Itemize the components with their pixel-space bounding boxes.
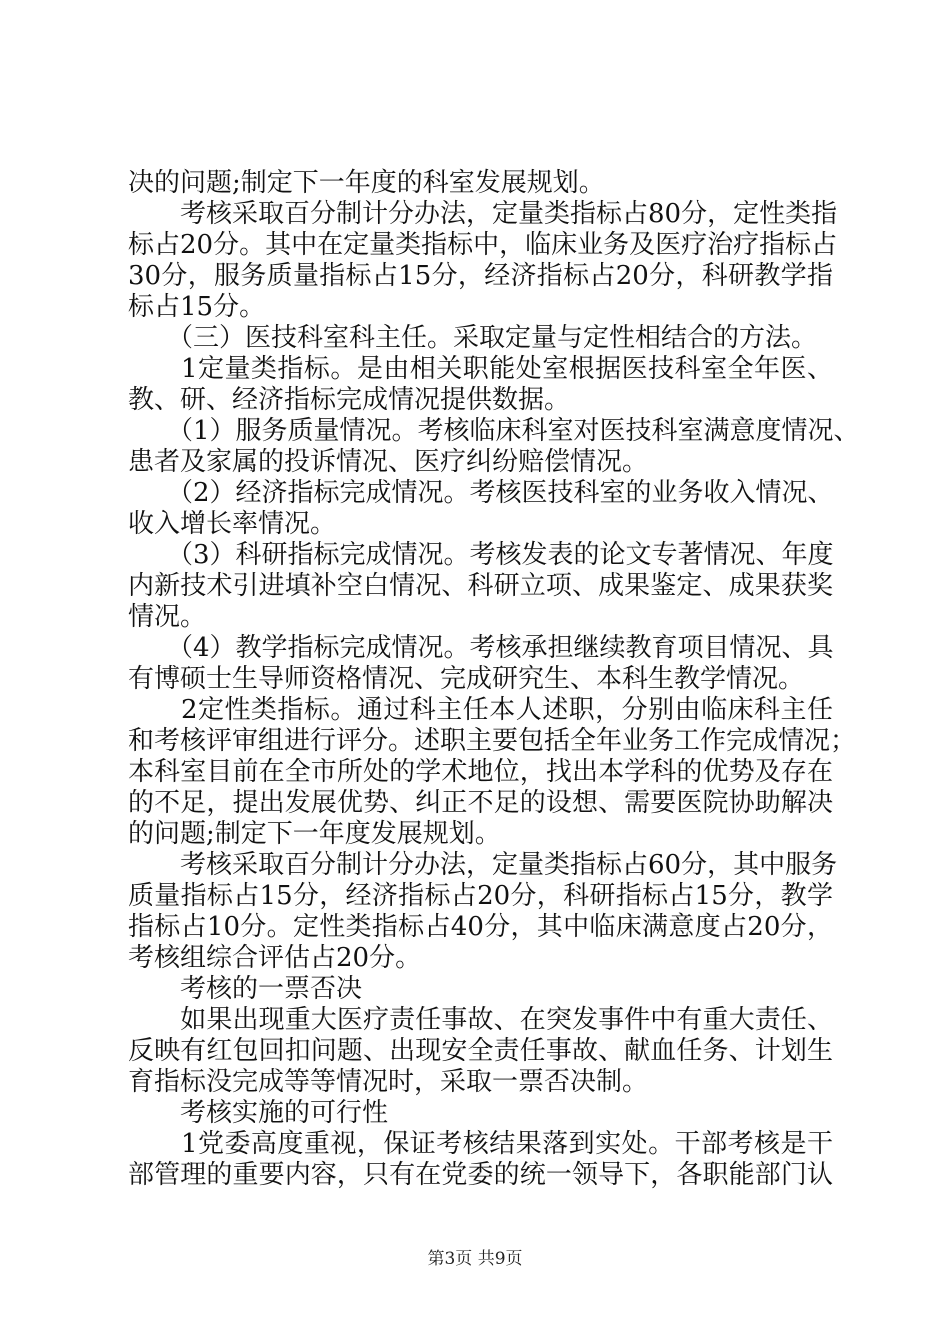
text-line: 考核采取百分制计分办法，定量类指标占60分，其中服务 <box>128 850 838 880</box>
text-line: 育指标没完成等等情况时，采取一票否决制。 <box>128 1067 649 1097</box>
text-line: 的不足，提出发展优势、纠正不足的设想、需要医院协助解决 <box>128 788 833 818</box>
text-line: （3）科研指标完成情况。考核发表的论文专著情况、年度 <box>128 540 834 570</box>
document-body <box>128 168 860 1191</box>
text-line: 内新技术引进填补空白情况、科研立项、成果鉴定、成果获奖 <box>128 571 833 601</box>
text-line: （4）教学指标完成情况。考核承担继续教育项目情况、具 <box>128 633 834 663</box>
text-line: 患者及家属的投诉情况、医疗纠纷赔偿情况。 <box>128 447 649 477</box>
text-line: 30分，服务质量指标占15分，经济指标占20分，科研教学指 <box>128 261 833 291</box>
text-line: 1党委高度重视，保证考核结果落到实处。干部考核是干 <box>128 1129 833 1159</box>
text-line: （三）医技科室科主任。采取定量与定性相结合的方法。 <box>128 323 818 353</box>
text-line: 收入增长率情况。 <box>128 509 337 539</box>
text-line: 反映有红包回扣问题、出现安全责任事故、献血任务、计划生 <box>128 1036 833 1066</box>
text-line: 2定性类指标。通过科主任本人述职，分别由临床科主任 <box>128 695 833 725</box>
text-line: （2）经济指标完成情况。考核医技科室的业务收入情况、 <box>128 478 834 508</box>
text-line: 情况。 <box>128 602 207 632</box>
text-line: （1）服务质量情况。考核临床科室对医技科室满意度情况、 <box>128 416 860 446</box>
text-line: 标占20分。其中在定量类指标中，临床业务及医疗治疗指标占 <box>128 230 838 260</box>
text-line: 的问题;制定下一年度发展规划。 <box>128 819 501 849</box>
text-line: 1定量类指标。是由相关职能处室根据医技科室全年医、 <box>128 354 833 384</box>
text-line: 部管理的重要内容，只有在党委的统一领导下，各职能部门认 <box>128 1160 833 1190</box>
text-line: 考核实施的可行性 <box>128 1098 389 1128</box>
text-line: 有博硕士生导师资格情况、完成研究生、本科生教学情况。 <box>128 664 805 694</box>
page-footer: 第3页 共9页 <box>427 1249 523 1269</box>
text-line: 决的问题;制定下一年度的科室发展规划。 <box>128 168 605 198</box>
text-line: 考核的一票否决 <box>128 974 363 1004</box>
text-line: 指标占10分。定性类指标占40分，其中临床满意度占20分， <box>128 912 833 942</box>
text-line: 考核采取百分制计分办法，定量类指标占80分，定性类指 <box>128 199 838 229</box>
text-line: 和考核评审组进行评分。述职主要包括全年业务工作完成情况； <box>128 726 857 756</box>
text-line: 考核组综合评估占20分。 <box>128 943 422 973</box>
text-line: 质量指标占15分，经济指标占20分，科研指标占15分，教学 <box>128 881 833 911</box>
text-line: 教、研、经济指标完成情况提供数据。 <box>128 385 571 415</box>
text-line: 标占15分。 <box>128 292 266 322</box>
text-line: 如果出现重大医疗责任事故、在突发事件中有重大责任、 <box>128 1005 833 1035</box>
text-line: 本科室目前在全市所处的学术地位，找出本学科的优势及存在 <box>128 757 833 787</box>
